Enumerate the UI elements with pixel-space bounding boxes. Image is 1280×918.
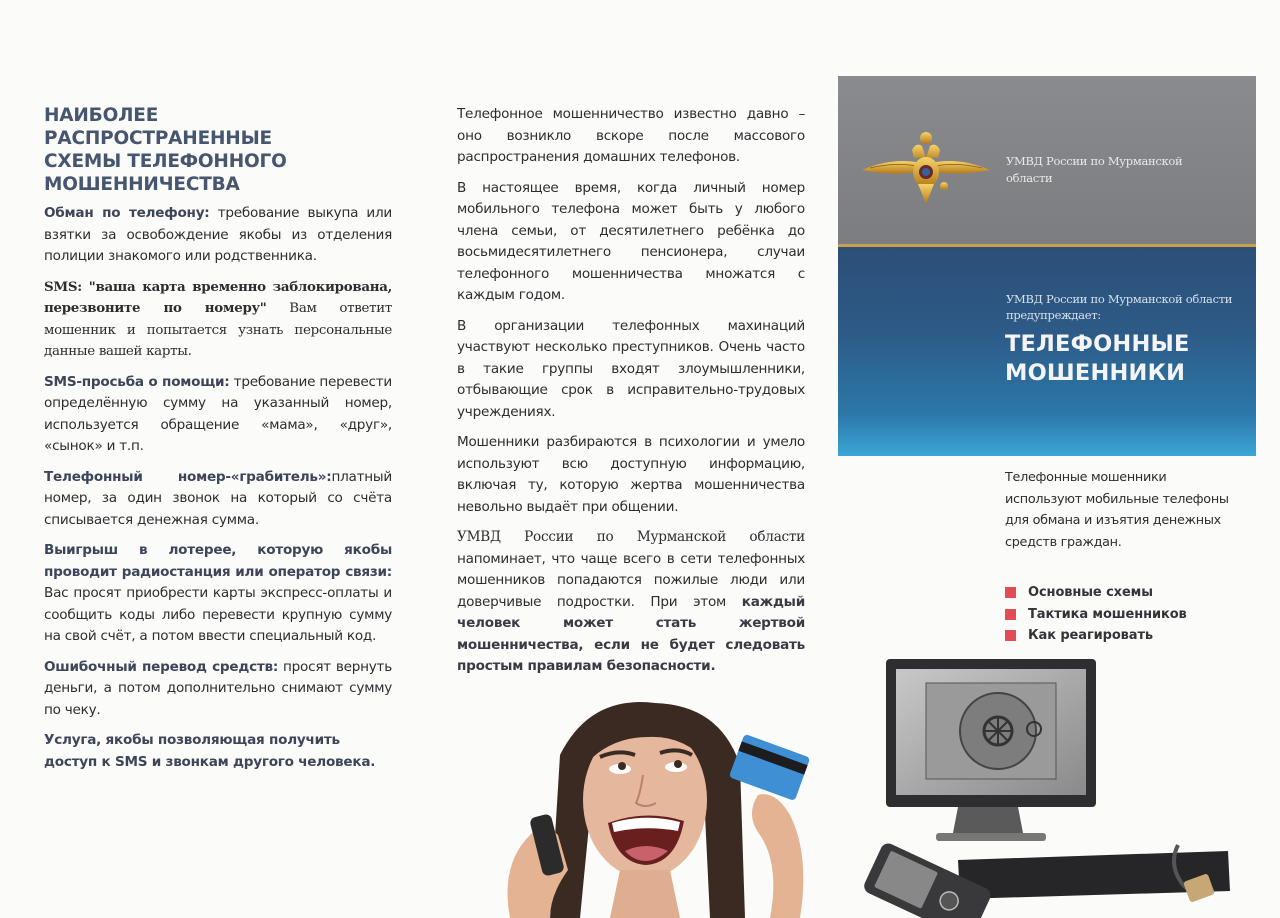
reminder-text: напоминает, что чаще всего в сети телефонных мошенников попадаются пожилые люди или доверчивые подростки. При этом <box>457 550 805 610</box>
topic-tactics <box>1005 604 1187 626</box>
scheme-text: требование перевести определённую сумму на указанный номер, используется обращение «мама», «друг», «сынок» и т.п. <box>44 373 392 454</box>
middle-column <box>457 104 805 687</box>
scheme-title: Услуга, якобы позволяющая получить доступ к SMS и звонкам другого человека. <box>44 732 376 770</box>
topic-how-to-react <box>1005 625 1187 647</box>
scheme-title: Телефонный номер-«грабитель»: <box>44 468 332 485</box>
paragraph-organization: В организации телефонных махинаций участвуют несколько преступников. Очень часто в такие группы входят злоумышленники, отбывающие срок в исправительно-трудовых учреждениях. <box>457 317 805 420</box>
scheme-wrong-transfer <box>44 657 392 722</box>
red-square-bullet-icon <box>1005 609 1016 620</box>
scheme-robber-number <box>44 467 392 532</box>
intro-text: Телефонные мошенники используют мобильные телефоны для обмана и изъятия денежных средств граждан. <box>1005 470 1229 550</box>
heading-line: РАСПРОСТРАНЕННЫЕ <box>44 128 272 149</box>
scheme-title: Выигрыш в лотерее, которую якобы проводит радиостанция или оператор связи: <box>44 542 392 580</box>
double-headed-eagle-emblem-icon <box>860 128 992 208</box>
girl-with-phone-and-card-illustration <box>440 695 840 918</box>
computer-safe-phone-illustration <box>848 655 1260 918</box>
scheme-text: просят вернуть деньги, а потом дополнительно снимают сумму по чеку. <box>44 658 392 718</box>
cover-title-line: ТЕЛЕФОННЫЕ <box>1005 331 1190 357</box>
topic-label: Тактика мошенников <box>1028 606 1187 622</box>
heading-line: МОШЕННИЧЕСТВА <box>44 174 240 195</box>
scheme-phone-deception <box>44 203 392 268</box>
paragraph-history: Телефонное мошенничество известно давно – оно возникло вскоре после массового распространения домашних телефонов. <box>457 106 805 165</box>
scheme-text: требование выкупа или взятки за освобождение якобы из отделения полиции знакомого или родственника. <box>44 205 392 264</box>
schemes-heading <box>44 104 392 196</box>
scheme-text: Вам ответит мошенник и попытается узнать персональные данные вашей карты. <box>44 301 392 359</box>
scheme-title: SMS: "ваша карта временно заблокирована, перезвоните по номеру" <box>44 278 392 316</box>
cover-panel <box>838 76 1256 456</box>
cover-title-line: МОШЕННИКИ <box>1005 360 1186 386</box>
left-column <box>44 104 392 782</box>
topic-label: Как реагировать <box>1028 628 1154 643</box>
scheme-sms-help-request <box>44 372 392 458</box>
cover-org-name: УМВД России по Мурманской области <box>1006 154 1183 185</box>
reminder-bold: каждый человек может стать жертвой мошенничества, если не будет следовать простым правилам безопасности. <box>457 593 805 674</box>
right-column <box>838 76 1256 643</box>
paragraph-psychology: Мошенники разбираются в психологии и умело используют всю доступную информацию, включая ту, которую жертва мошенничества невольно выдаёт при общении. <box>457 434 805 515</box>
heading-line: НАИБОЛЕЕ <box>44 105 159 126</box>
topics-list <box>1005 582 1187 647</box>
cover-title <box>1005 330 1190 388</box>
scheme-text: платный номер, за один звонок на который со счёта списывается денежная сумма. <box>44 468 392 528</box>
topic-main-schemes <box>1005 582 1187 604</box>
topic-label: Основные схемы <box>1028 585 1153 600</box>
scheme-lottery-win <box>44 540 392 648</box>
scheme-title: Ошибочный перевод средств: <box>44 658 279 675</box>
cover-warning: УМВД России по Мурманской области предупреждает: <box>1006 292 1233 322</box>
scheme-text: Вас просят приобрести карты экспресс-оплаты и сообщить коды либо перевести крупную сумму на свой счёт, а потом ввести специальный код. <box>44 585 392 644</box>
red-square-bullet-icon <box>1005 587 1016 598</box>
heading-line: СХЕМЫ ТЕЛЕФОННОГО <box>44 151 287 172</box>
paragraph-present: В настоящее время, когда личный номер мобильного телефона может быть у любого члена семьи, от десятилетнего ребёнка до восьмидесятилетнего пенсионера, случаи телефонного мошенничества множатся с каждым годом. <box>457 179 805 303</box>
scheme-sms-card-blocked <box>44 277 392 363</box>
scheme-title: SMS-просьба о помощи: <box>44 373 230 390</box>
reminder-org: УМВД России по Мурманской области <box>457 529 805 545</box>
red-square-bullet-icon <box>1005 630 1016 641</box>
paragraph-reminder <box>457 527 805 678</box>
scheme-spy-service <box>44 730 392 773</box>
scheme-title: Обман по телефону: <box>44 205 210 221</box>
